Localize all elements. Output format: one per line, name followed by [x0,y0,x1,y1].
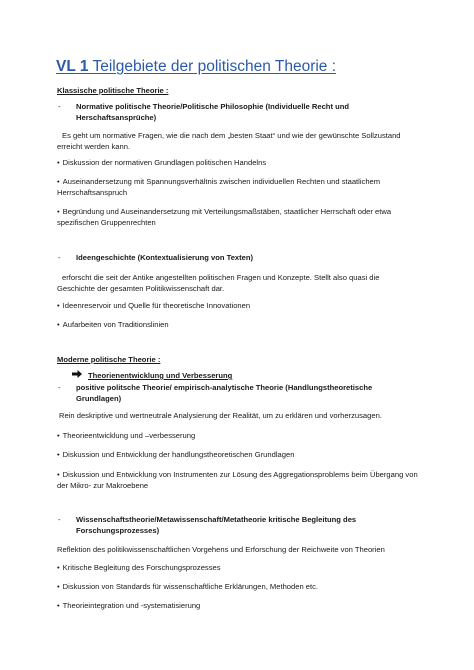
arrow-line [72,370,232,380]
subsection-normative-heading: - Normative politische Theorie/Politische Philosophie (Individuelle Recht und Herschaftsansprüche) [58,102,349,122]
bullet-item: • Diskussion der normativen Grundlagen politischen Handelns [57,158,267,167]
bullet-item: • Aufarbeiten von Traditionslinien [57,320,169,329]
paragraph-normative-intro: Es geht um normative Fragen, wie die nach dem „besten Staat“ und wie der gewünschte Sollzustand erreicht werden kann. [57,131,401,152]
right-arrow-icon [72,370,82,380]
bullet-item: • Ideenreservoir und Quelle für theoretische Innovationen [57,301,251,310]
title-text: Teilgebiete der politischen Theorie : [88,58,337,75]
subsection-positive-heading: - positive politsche Theorie/ empirisch-analytische Theorie (Handlungstheoretische Grundlagen) [58,383,373,403]
bullet-dot: • [57,450,60,459]
arrow-label: Theorienentwicklung und Verbesserung [88,371,233,380]
subsection-ideengeschichte-heading: - Ideengeschichte (Kontextualisierung von Texten) [58,253,254,262]
bullet-item: • Diskussion von Standards für wissenschaftliche Erklärungen, Methoden etc. [57,582,319,591]
section-heading-modern: Moderne politische Theorie : [57,355,161,364]
bullet-dot: • [57,582,60,591]
bullet-item: • Theorieentwicklung und –verbesserung [57,431,196,440]
bullet-item: • Begründung und Auseinandersetzung mit Verteilungsmaßstäben, staatlicher Herrschaft oder etwa spezifischen Gruppenrechten [57,207,392,228]
paragraph-positive-intro: Rein deskriptive und wertneutrale Analysierung der Realität, um zu erklären und vorherzusagen. [59,411,382,420]
paragraph-ideengeschichte-intro: erforscht die seit der Antike angestellten politischen Fragen und Konzepte. Stellt also quasi die Geschichte der gesamten Politikwissenschaft dar. [57,273,380,294]
bullet-item: • Auseinandersetzung mit Spannungsverhältnis zwischen individuellen Rechten und staatlichem Herrschaftsanspruch [57,177,381,198]
bullet-dot: • [57,431,60,440]
bullet-dot: • [57,301,60,310]
bullet-dot: • [57,320,60,329]
bullet-dot: • [57,177,60,186]
bullet-item: • Diskussion und Entwicklung der handlungstheoretischen Grundlagen [57,450,295,459]
subsection-wissenschaftstheorie-heading: - Wissenschaftstheorie/Metawissenschaft/Metatheorie kritische Begleitung des Forschungsprozesses) [58,515,357,535]
section-heading-classic: Klassische politische Theorie : [57,86,169,95]
bullet-dot: • [57,470,60,479]
bullet-dot: • [57,207,60,216]
bullet-item: • Diskussion und Entwicklung von Instrumenten zur Lösung des Aggregationsproblems beim Übergang von der Mikro- zur Makroebene [57,470,418,491]
bullet-item: • Kritische Begleitung des Forschungsprozesses [57,563,221,572]
paragraph-wissenschaftstheorie-intro: Reflektion des politikwissenschaftlichen Vorgehens und Erforschung der Reichweite von Theorien [57,545,385,554]
bullet-dot: • [57,601,60,610]
title-number: VL 1 [56,58,89,75]
bullet-dot: • [57,563,60,572]
bullet-item: • Theorieintegration und -systematisierung [57,601,201,610]
bullet-dot: • [57,158,60,167]
page-title [56,58,336,76]
